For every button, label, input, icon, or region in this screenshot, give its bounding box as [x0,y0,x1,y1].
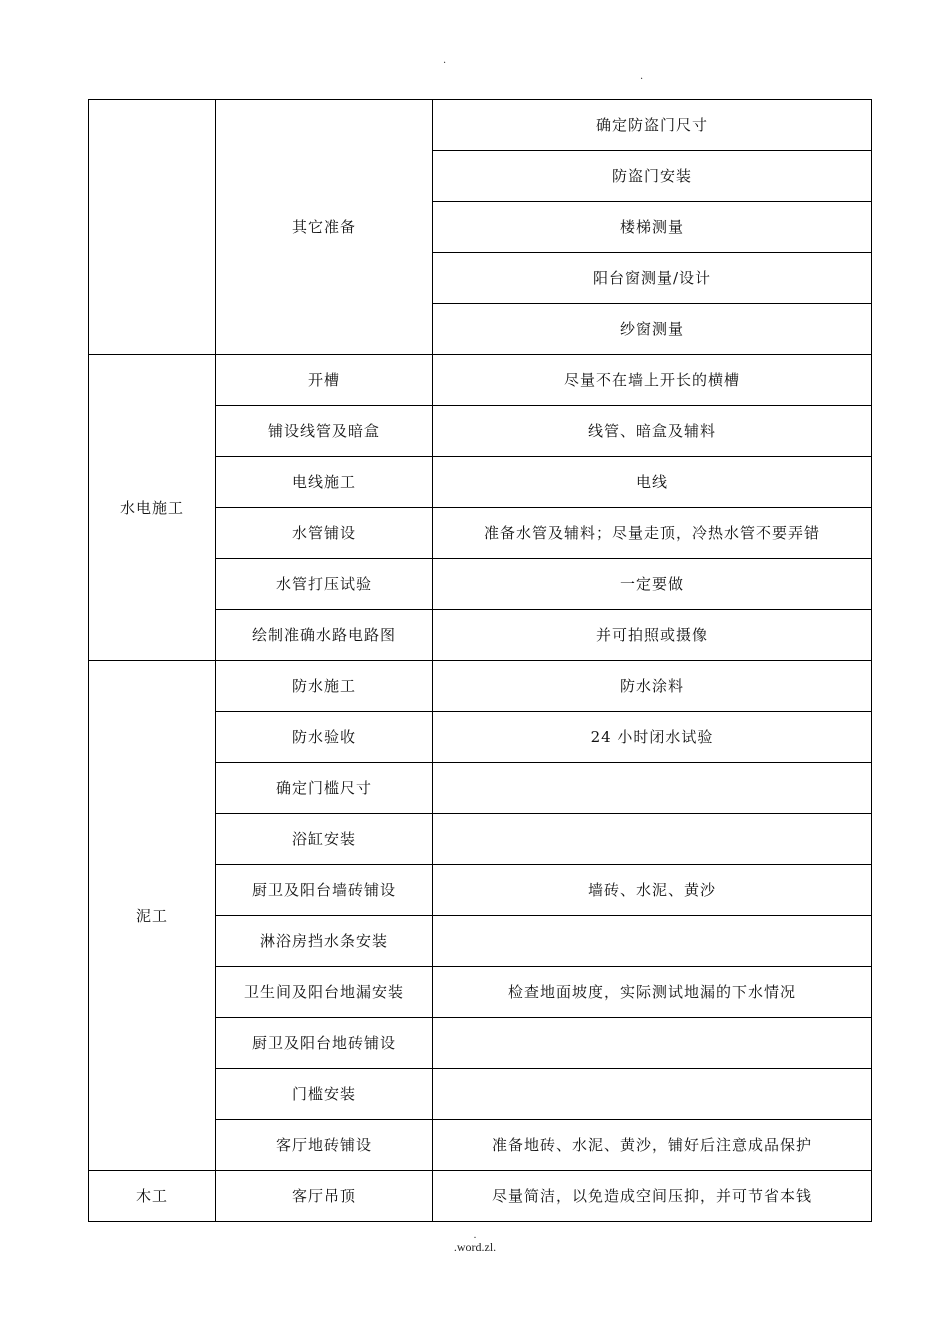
item-cell: 防水施工 [216,661,433,712]
item-cell: 确定门槛尺寸 [216,763,433,814]
footer-text: .word.zl. [453,1240,497,1254]
item-cell: 开槽 [216,355,433,406]
notes-cell: 防盗门安装 [433,151,872,202]
table-row [89,355,872,406]
item-cell: 水管铺设 [216,508,433,559]
table-row [89,100,872,151]
notes-cell: 检查地面坡度，实际测试地漏的下水情况 [433,967,872,1018]
notes-cell [433,763,872,814]
item-cell: 其它准备 [216,100,433,355]
category-cell [89,100,216,355]
notes-cell: 确定防盗门尺寸 [433,100,872,151]
item-cell: 浴缸安装 [216,814,433,865]
notes-cell: 防水涂料 [433,661,872,712]
item-cell: 淋浴房挡水条安装 [216,916,433,967]
notes-cell: 楼梯测量 [433,202,872,253]
notes-cell [433,1069,872,1120]
notes-cell: 准备地砖、水泥、黄沙，铺好后注意成品保护 [433,1120,872,1171]
notes-cell: 纱窗测量 [433,304,872,355]
notes-cell: 并可拍照或摄像 [433,610,872,661]
notes-cell: 墙砖、水泥、黄沙 [433,865,872,916]
item-cell: 水管打压试验 [216,559,433,610]
item-cell: 厨卫及阳台地砖铺设 [216,1018,433,1069]
item-cell: 铺设线管及暗盒 [216,406,433,457]
page-footer [0,1232,950,1254]
item-cell: 卫生间及阳台地漏安装 [216,967,433,1018]
notes-cell: 一定要做 [433,559,872,610]
notes-cell: 尽量不在墙上开长的横槽 [433,355,872,406]
notes-cell: 24 小时闭水试验 [433,712,872,763]
notes-cell: 阳台窗测量/设计 [433,253,872,304]
notes-cell: 线管、暗盒及辅料 [433,406,872,457]
item-cell: 客厅吊顶 [216,1171,433,1222]
category-cell: 水电施工 [89,355,216,661]
table-row [89,1171,872,1222]
header-dot-right: . [640,71,644,82]
notes-cell [433,916,872,967]
construction-schedule-table [88,99,872,1222]
notes-cell [433,1018,872,1069]
item-cell: 电线施工 [216,457,433,508]
header-dot-left: . [443,55,447,66]
item-cell: 厨卫及阳台墙砖铺设 [216,865,433,916]
item-cell: 客厅地砖铺设 [216,1120,433,1171]
notes-cell: 准备水管及辅料；尽量走顶，冷热水管不要弄错 [433,508,872,559]
table-row [89,661,872,712]
category-cell: 木工 [89,1171,216,1222]
notes-cell: 尽量简洁，以免造成空间压抑，并可节省本钱 [433,1171,872,1222]
notes-cell [433,814,872,865]
notes-cell: 电线 [433,457,872,508]
item-cell: 门槛安装 [216,1069,433,1120]
footer-dot: . [473,1230,477,1241]
item-cell: 防水验收 [216,712,433,763]
category-cell: 泥工 [89,661,216,1171]
item-cell: 绘制准确水路电路图 [216,610,433,661]
